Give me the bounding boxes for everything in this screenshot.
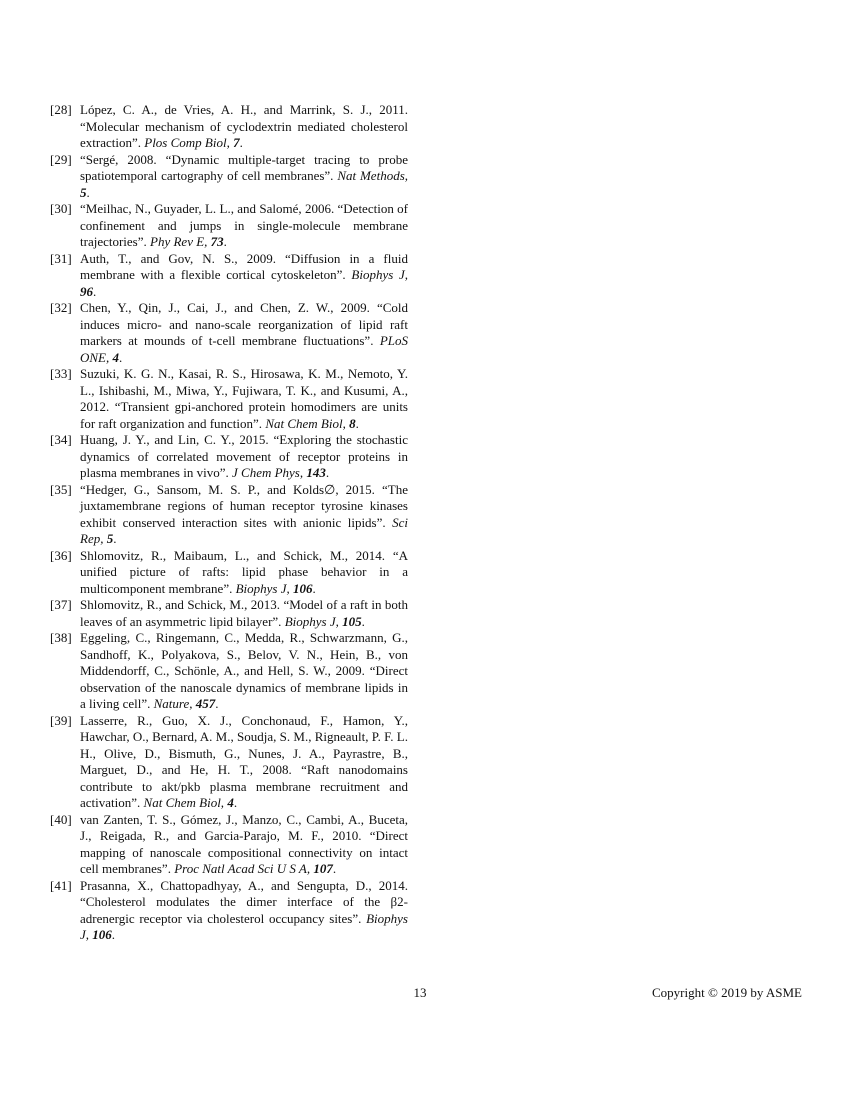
reference-text: Shlomovitz, R., and Schick, M., 2013. “Model of a raft in both leaves of an asymmetric lipid bilayer”. [80,597,408,629]
reference-journal: J Chem Phys, [232,465,304,480]
reference-item: [28] López, C. A., de Vries, A. H., and Marrink, S. J., 2011. “Molecular mechanism of cyclodextrin mediated cholesterol extraction”. Plos Comp Biol, 7. [50,102,408,150]
reference-item: [38] Eggeling, C., Ringemann, C., Medda, R., Schwarzmann, G., Sandhoff, K., Polyakova, S., Belov, V. N., Hein, B., von Middendorff, C., Schönle, A., and Hell, S. W., 2009. “Direct observation of the nanoscale dynamics of membrane lipids in a living cell”. Nature, 457. [50,630,408,711]
reference-text: Shlomovitz, R., Maibaum, L., and Schick, M., 2014. “A unified picture of rafts: lipid phase behavior in a multicomponent membrane”. [80,547,408,596]
reference-journal: Phy Rev E, [150,234,208,249]
reference-list [48,102,408,944]
reference-number: [34] [50,432,72,447]
reference-volume: 5 [80,184,87,200]
reference-volume: 106 [92,927,112,942]
reference-text: Eggeling, C., Ringemann, C., Medda, R., Schwarzmann, G., Sandhoff, K., Polyakova, S., Belov, V. N., Hein, B., von Middendorff, C., Schönle, A., and Hell, S. W., 2009. “Direct observation of the nanoscale dynamics of membrane lipids in a living cell”. [80,630,408,711]
reference-item: [34] Huang, J. Y., and Lin, C. Y., 2015. “Exploring the stochastic dynamics of correlated movement of receptor proteins in plasma membranes in vivo”. J Chem Phys, 143. [50,432,408,480]
reference-journal: Biophys J, [80,910,408,942]
reference-journal: Nat Chem Biol, [265,415,346,431]
reference-number: [40] [50,811,72,827]
reference-volume: 107 [313,861,333,876]
reference-journal: Biophys J, [351,267,408,282]
reference-item: [40] van Zanten, T. S., Gómez, J., Manzo, C., Cambi, A., Buceta, J., Reigada, R., and Garcia-Parajo, M. F., 2010. “Direct mapping of nanoscale compositional connectivity on intact cell membranes”. Proc Natl Acad Sci U S A, 107. [50,811,408,876]
reference-item: [35] “Hedger, G., Sansom, M. S. P., and Kolds∅, 2015. “The juxtamembrane regions of human receptor tyrosine kinases exhibit conserved interaction sites with anionic lipids”. Sci Rep, 5. [50,481,408,546]
reference-number: [33] [50,366,72,381]
reference-text: “Sergé, 2008. “Dynamic multiple-target tracing to probe spatiotemporal cartography of cell membranes”. [80,151,408,183]
reference-volume: 4 [227,795,234,810]
reference-number: [35] [50,481,72,497]
reference-journal: Biophys J, [235,580,290,596]
reference-journal: Nature, [153,696,193,711]
reference-journal: Plos Comp Biol, [144,135,230,150]
reference-journal: Nat Chem Biol, [143,795,225,810]
reference-text: López, C. A., de Vries, A. H., and Marrink, S. J., 2011. “Molecular mechanism of cyclodextrin mediated cholesterol extraction”. [80,102,408,150]
reference-item: [39] Lasserre, R., Guo, X. J., Conchonaud, F., Hamon, Y., Hawchar, O., Bernard, A. M., Soudja, S. M., Rigneault, P. F. L. H., Olive, D., Bismuth, G., Nunes, J. A., Payrastre, B., Marguet, D., and He, H. T., 2008. “Raft nanodomains contribute to akt/pkb plasma membrane recruitment and activation”. Nat Chem Biol, 4. [50,712,408,810]
copyright-notice: Copyright © 2019 by ASME [651,985,802,1000]
reference-number: [31] [50,250,72,266]
reference-text: Suzuki, K. G. N., Kasai, R. S., Hirosawa, K. M., Nemoto, Y. L., Ishibashi, M., Miwa, Y., Fujiwara, T. K., and Kusumi, A., 2012. “Transient gpi-anchored protein homodimers are units for raft organization and function”. [80,366,408,431]
reference-item: [41] Prasanna, X., Chattopadhyay, A., and Sengupta, D., 2014. “Cholesterol modulates the dimer interface of the β2-adrenergic receptor via cholesterol occupancy sites”. Biophys J, 106. [50,877,408,942]
reference-item: [31] Auth, T., and Gov, N. S., 2009. “Diffusion in a fluid membrane with a flexible cortical cytoskeleton”. Biophys J, 96. [50,250,408,299]
reference-number: [37] [50,597,72,612]
reference-volume: 8 [349,415,356,431]
reference-text: “Hedger, G., Sansom, M. S. P., and Kolds∅, 2015. “The juxtamembrane regions of human receptor tyrosine kinases exhibit conserved interaction sites with anionic lipids”. [80,481,408,530]
reference-volume: 7 [233,135,240,150]
reference-volume: 4 [112,349,119,365]
reference-text: van Zanten, T. S., Gómez, J., Manzo, C., Cambi, A., Buceta, J., Reigada, R., and Garcia-Parajo, M. F., 2010. “Direct mapping of nanoscale compositional connectivity on intact cell membranes”. [80,811,408,876]
reference-number: [29] [50,151,72,167]
reference-volume: 5 [106,531,114,546]
reference-volume: 143 [306,465,326,480]
reference-number: [39] [50,712,72,728]
reference-number: [41] [50,877,72,893]
reference-journal: Sci Rep, [80,514,408,546]
reference-number: [28] [50,102,72,117]
reference-item: [30] “Meilhac, N., Guyader, L. L., and Salomé, 2006. “Detection of confinement and jumps in single-molecule membrane trajectories”. Phy Rev E, 73. [50,201,408,249]
reference-journal: Proc Natl Acad Sci U S A, [174,861,311,876]
reference-number: [32] [50,300,72,315]
reference-number: [38] [50,630,72,645]
reference-volume: 96 [80,283,93,299]
reference-text: Lasserre, R., Guo, X. J., Conchonaud, F., Hamon, Y., Hawchar, O., Bernard, A. M., Soudja, S. M., Rigneault, P. F. L. H., Olive, D., Bismuth, G., Nunes, J. A., Payrastre, B., Marguet, D., and He, H. T., 2008. “Raft nanodomains contribute to akt/pkb plasma membrane recruitment and activation”. [80,712,408,810]
reference-number: [36] [50,547,72,563]
reference-item: [33] Suzuki, K. G. N., Kasai, R. S., Hirosawa, K. M., Nemoto, Y. L., Ishibashi, M., Miwa, Y., Fujiwara, T. K., and Kusumi, A., 2012. “Transient gpi-anchored protein homodimers are units for raft organization and function”. Nat Chem Biol, 8. [50,366,408,431]
reference-text: Chen, Y., Qin, J., Cai, J., and Chen, Z. W., 2009. “Cold induces micro- and nano-scale reorganization of lipid raft markers at mounds of t-cell membrane fluctuations”. [80,300,408,348]
reference-journal: PLoS ONE, [80,333,408,365]
reference-text: Auth, T., and Gov, N. S., 2009. “Diffusion in a fluid membrane with a flexible cortical cytoskeleton”. [80,250,408,282]
reference-item: [29] “Sergé, 2008. “Dynamic multiple-target tracing to probe spatiotemporal cartography of cell membranes”. Nat Methods, 5. [50,151,409,200]
reference-text: Prasanna, X., Chattopadhyay, A., and Sengupta, D., 2014. “Cholesterol modulates the dimer interface of the β2-adrenergic receptor via cholesterol occupancy sites”. [80,877,408,926]
reference-volume: 73 [210,234,224,249]
reference-volume: 106 [293,580,313,596]
page-number: 13 [413,985,427,1000]
reference-volume: 105 [342,613,362,629]
reference-number: [30] [50,201,72,216]
reference-text: “Meilhac, N., Guyader, L. L., and Salomé, 2006. “Detection of confinement and jumps in single-molecule membrane trajectories”. [80,201,408,249]
reference-text: Huang, J. Y., and Lin, C. Y., 2015. “Exploring the stochastic dynamics of correlated movement of receptor proteins in plasma membranes in vivo”. [80,432,408,480]
reference-journal: Biophys J, [284,613,339,629]
reference-journal: Nat Methods, [337,168,409,183]
reference-item: [32] Chen, Y., Qin, J., Cai, J., and Chen, Z. W., 2009. “Cold induces micro- and nano-scale reorganization of lipid raft markers at mounds of t-cell membrane fluctuations”. PLoS ONE, 4. [50,300,408,365]
reference-item: [36] Shlomovitz, R., Maibaum, L., and Schick, M., 2014. “A unified picture of rafts: lipid phase behavior in a multicomponent membrane”. Biophys J, 106. [50,547,408,596]
reference-item: [37] Shlomovitz, R., and Schick, M., 2013. “Model of a raft in both leaves of an asymmetric lipid bilayer”. Biophys J, 105. [50,597,408,629]
reference-volume: 457 [195,696,216,711]
